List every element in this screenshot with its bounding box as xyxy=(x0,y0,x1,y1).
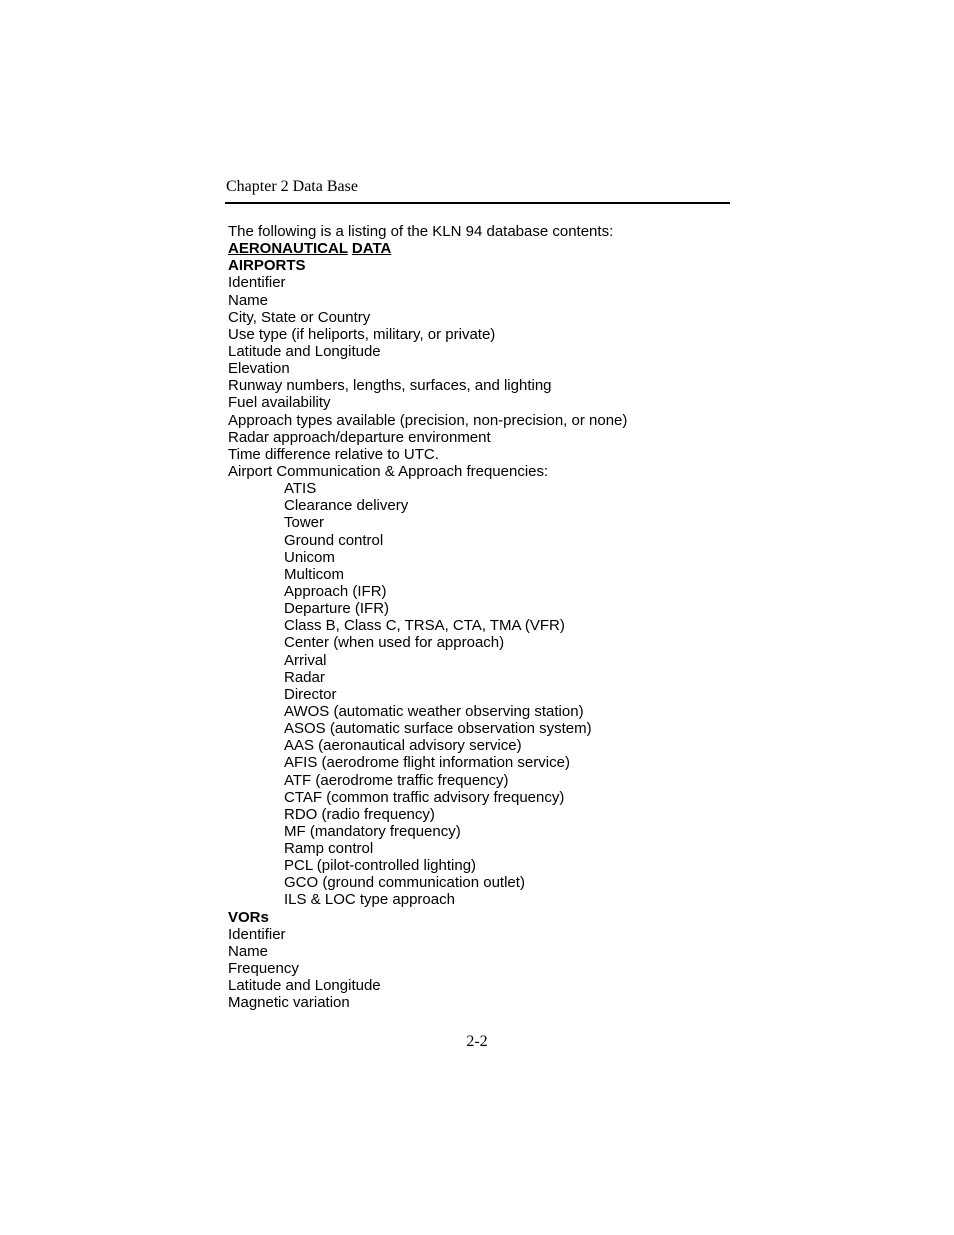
frequency-item: Center (when used for approach) xyxy=(284,634,505,652)
frequency-item: Ground control xyxy=(284,531,384,549)
list-item: Radar approach/departure environment xyxy=(228,428,491,446)
frequency-item: ATIS xyxy=(284,480,317,498)
frequency-item: ILS & LOC type approach xyxy=(284,891,455,909)
list-item: Name xyxy=(228,942,269,960)
frequency-item: Unicom xyxy=(284,548,335,566)
frequency-item: ASOS (automatic surface observation system) xyxy=(284,720,592,738)
list-item: Frequency xyxy=(228,960,299,978)
frequency-item: MF (mandatory frequency) xyxy=(284,822,461,840)
page-number: 2-2 xyxy=(466,1033,488,1050)
list-item: Airport Communication & Approach frequencies: xyxy=(228,462,549,480)
frequency-item: AAS (aeronautical advisory service) xyxy=(284,737,522,755)
frequency-item: Arrival xyxy=(284,651,327,669)
list-item: Time difference relative to UTC. xyxy=(228,445,439,463)
list-item: Identifier xyxy=(228,274,286,292)
section-title-word-2: DATA xyxy=(351,240,392,258)
list-item: Use type (if heliports, military, or private) xyxy=(228,325,496,343)
list-item: Runway numbers, lengths, surfaces, and lighting xyxy=(228,377,552,395)
list-item: Identifier xyxy=(228,925,286,943)
frequency-item: ATF (aerodrome traffic frequency) xyxy=(284,771,509,789)
frequency-item: PCL (pilot-controlled lighting) xyxy=(284,857,477,875)
frequency-item: Approach (IFR) xyxy=(284,582,387,600)
header-divider xyxy=(225,202,730,204)
chapter-header: Chapter 2 Data Base xyxy=(226,178,358,195)
list-item: Magnetic variation xyxy=(228,994,350,1012)
list-item: City, State or Country xyxy=(228,308,371,326)
frequency-item: RDO (radio frequency) xyxy=(284,805,435,823)
airports-list xyxy=(228,274,728,480)
vors-heading: VORs xyxy=(228,908,269,926)
list-item: Approach types available (precision, non-precision, or none) xyxy=(228,411,628,429)
intro-text: The following is a listing of the KLN 94 database contents: xyxy=(228,223,614,240)
frequency-item: Departure (IFR) xyxy=(284,600,390,618)
section-title xyxy=(228,240,728,257)
frequency-item: Radar xyxy=(284,668,325,686)
list-item: Elevation xyxy=(228,360,290,378)
frequency-item: Class B, Class C, TRSA, CTA, TMA (VFR) xyxy=(284,617,565,635)
list-item: Latitude and Longitude xyxy=(228,977,381,995)
airports-heading: AIRPORTS xyxy=(228,257,306,275)
frequency-item: AWOS (automatic weather observing station) xyxy=(284,702,584,720)
document-body xyxy=(228,223,728,1011)
frequency-item: Ramp control xyxy=(284,840,374,858)
frequency-list xyxy=(228,480,728,909)
frequency-item: Clearance delivery xyxy=(284,497,409,515)
list-item: Latitude and Longitude xyxy=(228,342,381,360)
frequency-item: Director xyxy=(284,685,337,703)
frequency-item: CTAF (common traffic advisory frequency) xyxy=(284,788,565,806)
section-title-word-1: AERONAUTICAL xyxy=(228,240,348,258)
frequency-item: GCO (ground communication outlet) xyxy=(284,874,525,892)
list-item: Name xyxy=(228,291,269,309)
frequency-item: AFIS (aerodrome flight information service) xyxy=(284,754,570,772)
frequency-item: Multicom xyxy=(284,565,345,583)
frequency-item: Tower xyxy=(284,514,325,532)
list-item: Fuel availability xyxy=(228,394,331,412)
vors-list xyxy=(228,926,728,1012)
